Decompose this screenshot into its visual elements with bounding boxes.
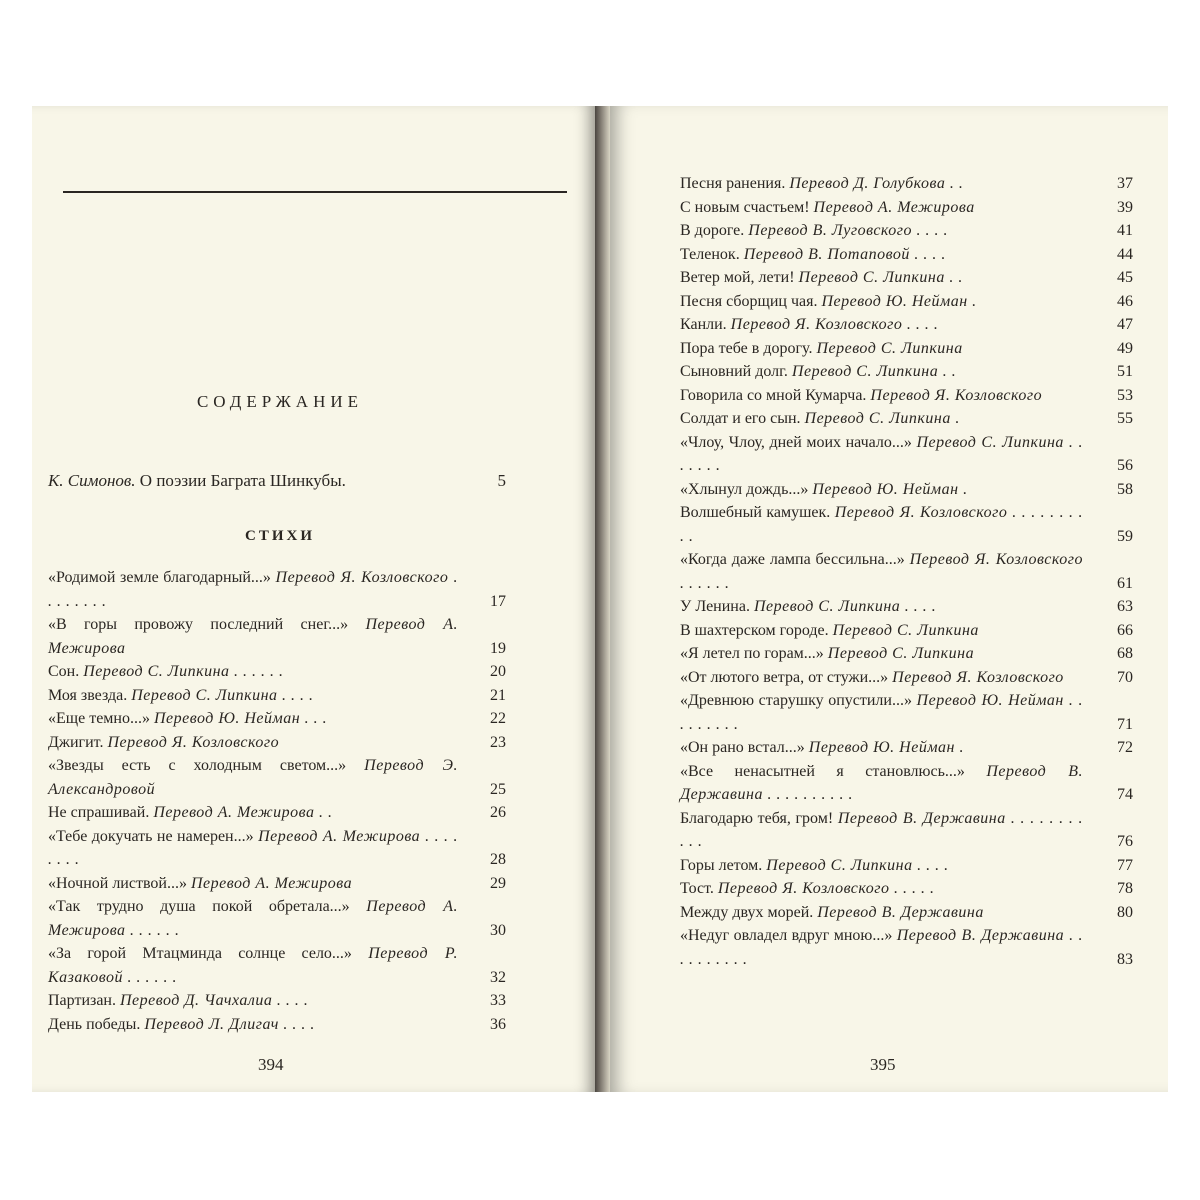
entry-page-number: 23 xyxy=(490,733,506,751)
entry-translator: Перевод Ю. Нейман . . . . . . . . . xyxy=(680,692,1083,733)
entry-translator: Перевод Я. Козловского . . . . . . . . . . xyxy=(680,504,1083,545)
entry-translator: Перевод В. Державина . . . . . . . . . . . xyxy=(680,809,1083,850)
entry-page-number: 37 xyxy=(1117,175,1133,192)
contents-entry xyxy=(680,313,1133,337)
entry-translator: Перевод Л. Длигач . . . . xyxy=(144,1015,315,1033)
left-contents-list xyxy=(48,566,508,1036)
entry-translator: Перевод Я. Козловского . . . . . xyxy=(717,880,935,897)
entry-title: Тост. xyxy=(680,880,718,897)
entry-title: «Родимой земле благодарный...» xyxy=(48,569,276,586)
entry-page-number: 32 xyxy=(490,968,506,986)
contents-entry xyxy=(48,684,508,708)
entry-title: «Недуг овладел вдруг мною...» xyxy=(680,927,897,944)
contents-entry xyxy=(48,613,508,660)
contents-entry xyxy=(680,901,1133,925)
entry-translator: Перевод С. Липкина . . . . . . xyxy=(83,663,284,680)
preface-page-number: 5 xyxy=(497,471,506,490)
entry-page-number: 28 xyxy=(490,851,506,868)
entry-page-number: 45 xyxy=(1117,269,1133,286)
entry-page-number: 20 xyxy=(490,663,506,680)
entry-translator: Перевод Ю. Нейман . xyxy=(808,739,964,756)
entry-title: Теленок. xyxy=(680,245,744,263)
entry-page-number: 74 xyxy=(1117,786,1133,803)
entry-translator: Перевод В. Державина . . . . . . . . . . xyxy=(680,762,1083,803)
entry-title: «В горы провожу последний снег...» xyxy=(48,616,366,633)
contents-entry xyxy=(680,807,1133,854)
entry-page-number: 33 xyxy=(490,992,506,1009)
entry-title: «От лютого ветра, от стужи...» xyxy=(680,668,893,686)
contents-entry xyxy=(680,360,1133,384)
entry-title: «Еще темно...» xyxy=(48,710,154,727)
left-page-number: 394 xyxy=(258,1055,284,1074)
entry-title: С новым счастьем! xyxy=(680,198,814,216)
entry-translator: Перевод Р. Казаковой . . . . . . xyxy=(48,945,458,986)
entry-page-number: 49 xyxy=(1117,339,1133,357)
contents-entry xyxy=(680,760,1133,807)
entry-title: «Когда даже лампа бессильна...» xyxy=(680,551,910,568)
contents-entry xyxy=(680,172,1133,196)
entry-translator: Перевод С. Липкина . . xyxy=(791,363,957,380)
entry-page-number: 59 xyxy=(1117,527,1133,545)
entry-title: Не спрашивай. xyxy=(48,804,154,821)
entry-translator: Перевод Ю. Нейман . . . xyxy=(153,710,328,727)
entry-translator: Перевод С. Липкина xyxy=(832,621,979,639)
entry-title: «Все ненасытней я становлюсь...» xyxy=(680,762,987,780)
entry-page-number: 70 xyxy=(1117,668,1133,686)
entry-page-number: 17 xyxy=(490,592,506,610)
entry-page-number: 66 xyxy=(1117,621,1133,639)
entry-translator: Перевод Я. Козловского . . . . . . . . xyxy=(48,569,458,610)
entry-translator: Перевод Я. Козловского xyxy=(892,668,1064,686)
book-spine xyxy=(595,106,610,1092)
entry-title: Канли. xyxy=(680,316,731,333)
top-rule xyxy=(63,191,567,193)
entry-title: Песня сборщиц чая. xyxy=(680,292,822,310)
right-contents-list xyxy=(680,172,1133,971)
contents-entry xyxy=(48,754,508,801)
entry-translator: Перевод Д. Голубкова . . xyxy=(789,175,964,192)
entry-page-number: 41 xyxy=(1117,222,1133,239)
entry-title: Солдат и его сын. xyxy=(680,410,805,427)
entry-title: «Я летел по горам...» xyxy=(680,645,828,662)
contents-entry xyxy=(680,736,1133,760)
entry-translator: Перевод Ю. Нейман . xyxy=(812,480,968,498)
entry-title: «Члоу, Члоу, дней моих начало...» xyxy=(680,433,917,451)
contents-entry xyxy=(680,642,1133,666)
entry-page-number: 78 xyxy=(1117,880,1133,897)
entry-page-number: 71 xyxy=(1117,715,1133,733)
entry-title: Говорила со мной Кумарча. xyxy=(680,386,871,404)
entry-page-number: 58 xyxy=(1117,480,1133,498)
entry-title: Моя звезда. xyxy=(48,686,132,704)
entry-page-number: 25 xyxy=(490,780,506,798)
contents-entry xyxy=(680,924,1133,971)
contents-entry xyxy=(680,337,1133,361)
entry-translator: Перевод А. Межирова . . . . . . xyxy=(48,898,458,939)
contents-entry xyxy=(680,854,1133,878)
entry-title: В шахтерском городе. xyxy=(680,621,833,639)
entry-title: «Звезды есть с холодным светом...» xyxy=(48,757,365,774)
entry-translator: Перевод С. Липкина . . . . xyxy=(766,856,949,874)
contents-entry xyxy=(48,872,508,896)
contents-entry xyxy=(680,501,1133,548)
entry-translator: Перевод В. Державина . . . . . . . . . . xyxy=(680,927,1083,968)
entry-translator: Перевод Д. Чачхалиа . . . . xyxy=(119,992,309,1009)
entry-page-number: 80 xyxy=(1117,903,1133,921)
entry-title: Благодарю тебя, гром! xyxy=(680,809,838,827)
contents-entry xyxy=(680,877,1133,901)
entry-page-number: 55 xyxy=(1117,410,1133,427)
entry-page-number: 63 xyxy=(1117,598,1133,615)
entry-page-number: 53 xyxy=(1117,386,1133,404)
contents-entry xyxy=(48,825,508,872)
entry-page-number: 61 xyxy=(1117,574,1133,592)
contents-entry xyxy=(680,266,1133,290)
entry-page-number: 76 xyxy=(1117,833,1133,850)
entry-title: Ветер мой, лети! xyxy=(680,269,799,286)
contents-entry xyxy=(48,989,508,1013)
entry-title: «Тебе докучать не намерен...» xyxy=(48,827,259,845)
entry-translator: Перевод А. Межирова xyxy=(48,616,458,657)
contents-entry xyxy=(680,290,1133,314)
entry-translator: Перевод С. Липкина . . . . xyxy=(753,598,937,615)
entry-title: Джигит. xyxy=(48,733,108,751)
entry-title: «Хлынул дождь...» xyxy=(680,480,813,498)
entry-translator: Перевод В. Державина xyxy=(817,903,984,921)
entry-translator: Перевод В. Потаповой . . . . xyxy=(743,245,946,263)
entry-page-number: 26 xyxy=(490,804,506,821)
entry-page-number: 36 xyxy=(490,1015,506,1033)
entry-title: Волшебный камушек. xyxy=(680,504,835,521)
preface-author: К. Симонов. xyxy=(48,471,136,490)
entry-page-number: 56 xyxy=(1117,457,1133,474)
contents-entry xyxy=(680,619,1133,643)
contents-entry xyxy=(48,566,508,613)
entry-translator: Перевод А. Межирова xyxy=(190,874,353,892)
contents-entry xyxy=(680,219,1133,243)
contents-entry xyxy=(680,478,1133,502)
entry-translator: Перевод Я. Козловского xyxy=(107,733,280,751)
contents-entry xyxy=(48,801,508,825)
contents-entry xyxy=(680,548,1133,595)
entry-title: Пора тебе в дорогу. xyxy=(680,339,817,357)
entry-page-number: 30 xyxy=(490,921,506,939)
entry-title: Горы летом. xyxy=(680,856,767,874)
entry-translator: Перевод С. Липкина . xyxy=(804,410,960,427)
entry-page-number: 51 xyxy=(1117,363,1133,380)
entry-page-number: 77 xyxy=(1117,856,1133,874)
contents-entry xyxy=(48,942,508,989)
entry-page-number: 22 xyxy=(490,710,506,727)
contents-entry xyxy=(48,1013,508,1037)
entry-translator: Перевод А. Межирова xyxy=(813,198,975,216)
entry-title: Сыновний долг. xyxy=(680,363,792,380)
entry-title: Песня ранения. xyxy=(680,175,790,192)
entry-translator: Перевод Э. Александровой xyxy=(48,757,458,798)
entry-page-number: 47 xyxy=(1117,316,1133,333)
entry-title: Между двух морей. xyxy=(680,903,818,921)
contents-entry xyxy=(680,407,1133,431)
entry-page-number: 21 xyxy=(490,686,506,704)
contents-entry xyxy=(680,431,1133,478)
entry-title: «Он рано встал...» xyxy=(680,739,809,756)
entry-title: Сон. xyxy=(48,663,84,680)
entry-page-number: 39 xyxy=(1117,198,1133,216)
entry-translator: Перевод С. Липкина xyxy=(816,339,963,357)
contents-entry xyxy=(680,384,1133,408)
entry-title: Партизан. xyxy=(48,992,120,1009)
entry-page-number: 72 xyxy=(1117,739,1133,756)
contents-entry xyxy=(48,731,508,755)
contents-entry xyxy=(48,660,508,684)
entry-title: В дороге. xyxy=(680,222,749,239)
contents-entry xyxy=(48,707,508,731)
entry-translator: Перевод А. Межирова . . . . . . . . xyxy=(48,827,459,868)
entry-page-number: 19 xyxy=(490,639,506,657)
contents-entry xyxy=(680,196,1133,220)
entry-translator: Перевод Я. Козловского xyxy=(870,386,1043,404)
entry-translator: Перевод С. Липкина xyxy=(827,645,975,662)
contents-entry xyxy=(680,243,1133,267)
preface-title: О поэзии Баграта Шинкубы. xyxy=(135,471,346,490)
entry-translator: Перевод С. Липкина . . . . xyxy=(131,686,314,704)
entry-translator: Перевод С. Липкина . . xyxy=(798,269,963,286)
contents-entry xyxy=(680,689,1133,736)
entry-translator: Перевод А. Межирова . . xyxy=(153,804,333,821)
contents-entry xyxy=(48,895,508,942)
entry-title: «Древнюю старушку опустили...» xyxy=(680,692,917,709)
entry-translator: Перевод Ю. Нейман . xyxy=(821,292,977,310)
entry-page-number: 83 xyxy=(1117,950,1133,968)
right-page-number: 395 xyxy=(870,1055,896,1074)
entry-title: «За горой Мтацминда солнце село...» xyxy=(48,945,369,962)
entry-translator: Перевод Я. Козловского . . . . . . xyxy=(680,551,1083,592)
entry-translator: Перевод С. Липкина . . . . . . . xyxy=(680,433,1083,474)
entry-title: День победы. xyxy=(48,1015,145,1033)
contents-entry xyxy=(680,666,1133,690)
entry-page-number: 29 xyxy=(490,874,506,892)
contents-heading: СОДЕРЖАНИЕ xyxy=(196,392,364,411)
entry-page-number: 68 xyxy=(1117,645,1133,662)
entry-title: «Ночной листвой...» xyxy=(48,874,191,892)
preface-entry xyxy=(48,470,508,492)
entry-translator: Перевод В. Луговского . . . . xyxy=(748,222,949,239)
contents-entry xyxy=(680,595,1133,619)
entry-page-number: 44 xyxy=(1117,245,1133,263)
entry-title: У Ленина. xyxy=(680,598,754,615)
entry-title: «Так трудно душа покой обретала...» xyxy=(48,898,367,915)
entry-page-number: 46 xyxy=(1117,292,1133,310)
entry-translator: Перевод Я. Козловского . . . . xyxy=(730,316,939,333)
section-title: СТИХИ xyxy=(244,528,315,544)
